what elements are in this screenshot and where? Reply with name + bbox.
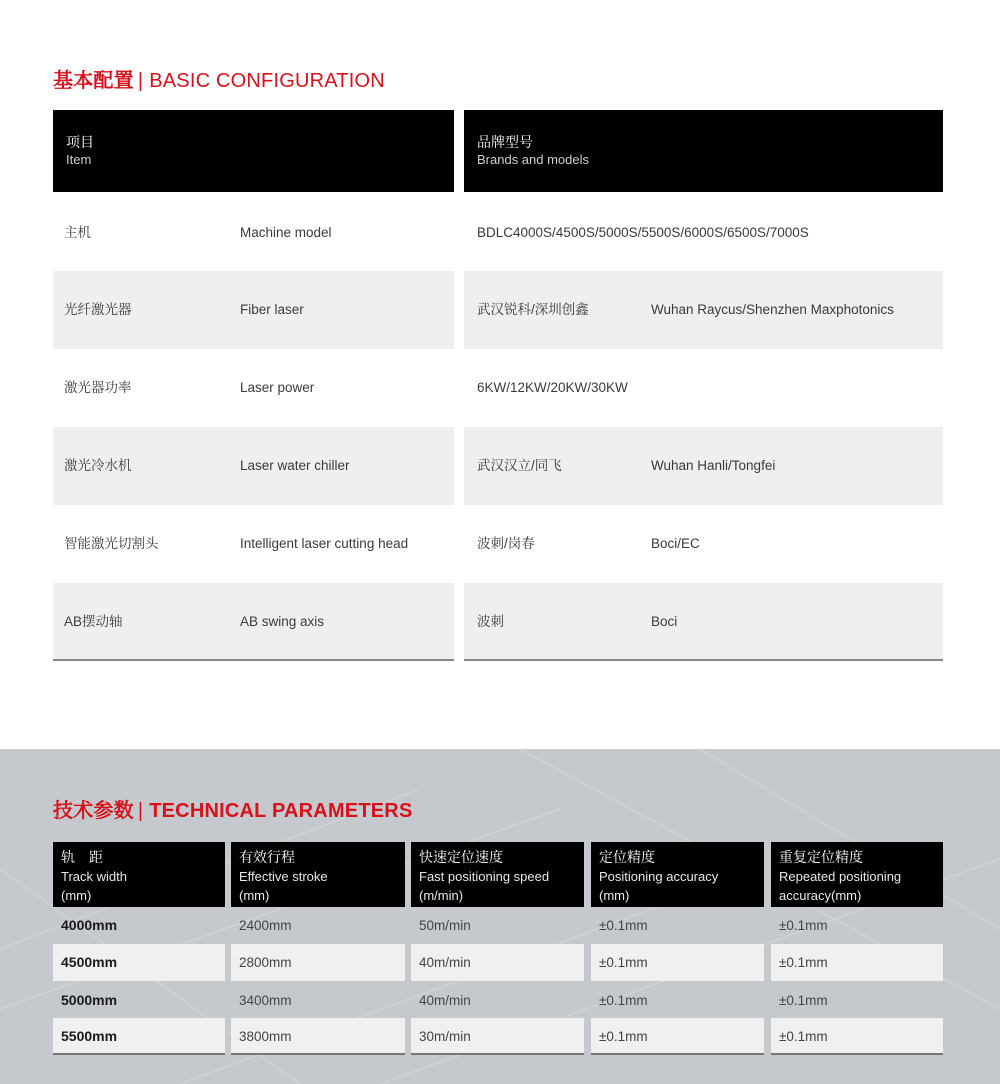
repeat-accuracy-cell: ±0.1mm [771,944,943,981]
repeat-accuracy-cell: ±0.1mm [771,1018,943,1055]
tech-title-zh: 技术参数 [53,800,134,822]
tech-header-effective-stroke [231,842,405,907]
tech-title-en: TECHNICAL PARAMETERS [149,800,413,822]
tech-title-separator: | [137,800,144,822]
header-item-en: Item [66,152,92,167]
table-row [53,349,943,427]
header-en: Track width [61,869,127,884]
tech-params-title [53,794,413,823]
item-en: Laser power [240,380,315,395]
accuracy-cell: ±0.1mm [599,918,648,933]
header-unit: (m/min) [419,888,464,903]
basic-title-separator: | [137,70,144,92]
table-row [53,583,943,661]
item-en: Machine model [240,225,332,240]
brand-en: Wuhan Hanli/Tongfei [651,458,776,473]
item-zh: AB摆动轴 [64,614,123,629]
table-row [53,427,943,505]
header-unit: (mm) [239,888,270,903]
header-zh: 定位精度 [599,849,655,865]
item-en: AB swing axis [240,614,325,629]
row-cell-right [464,505,943,583]
brand-zh: BDLC4000S/4500S/5000S/5500S/6000S/6500S/7000S [477,225,809,240]
repeat-accuracy-cell: ±0.1mm [779,993,828,1008]
track-width-cell: 4000mm [61,917,118,933]
header-en: Positioning accuracy [599,869,719,884]
accuracy-cell: ±0.1mm [591,1018,764,1055]
brand-en: Boci/EC [651,536,700,551]
brand-zh: 波刺 [477,614,504,629]
speed-cell: 40m/min [411,944,584,981]
basic-title-en: BASIC CONFIGURATION [149,70,385,92]
table-row [53,194,943,272]
tech-header-positioning-accuracy [591,842,764,907]
header-en: Fast positioning speed [419,869,550,884]
header-brand-en: Brands and models [477,152,590,167]
row-cell-right [464,583,943,661]
tech-header-repeated-accuracy [771,842,943,907]
item-en: Intelligent laser cutting head [240,536,409,551]
brand-zh: 波刺/岗春 [477,536,535,551]
track-width-cell: 5500mm [53,1018,225,1055]
header-unit: (mm) [599,888,630,903]
basic-header-item [53,110,454,192]
brand-en: Wuhan Raycus/Shenzhen Maxphotonics [651,302,894,317]
header-en: Repeated positioning [779,869,902,884]
speed-cell: 50m/min [419,918,471,933]
header-en: Effective stroke [239,869,328,884]
speed-cell: 40m/min [419,993,471,1008]
stroke-cell: 3800mm [231,1018,405,1055]
tech-header-track-width [53,842,225,907]
speed-cell: 30m/min [411,1018,584,1055]
brand-zh: 武汉汉立/同飞 [477,458,562,473]
item-en: Fiber laser [240,302,304,317]
header-zh: 轨 距 [61,849,103,865]
accuracy-cell: ±0.1mm [591,944,764,981]
header-unit: (mm) [61,888,92,903]
item-zh: 光纤激光器 [64,302,132,317]
accuracy-cell: ±0.1mm [599,993,648,1008]
item-zh: 激光冷水机 [64,458,132,473]
table-row [53,505,943,583]
item-zh: 激光器功率 [64,380,132,395]
basic-config-title [53,64,385,93]
repeat-accuracy-cell: ±0.1mm [779,918,828,933]
basic-header-brand [464,110,943,192]
header-unit: accuracy(mm) [779,888,862,903]
stroke-cell: 2800mm [231,944,405,981]
header-brand-zh: 品牌型号 [477,134,533,150]
brand-zh: 武汉锐科/深圳创鑫 [477,302,589,317]
basic-title-zh: 基本配置 [53,70,134,92]
item-zh: 智能激光切割头 [64,536,159,551]
brand-en: Boci [651,614,678,629]
track-width-cell: 5000mm [61,992,118,1008]
header-zh: 有效行程 [239,849,295,865]
item-en: Laser water chiller [240,458,350,473]
tech-header-positioning-speed [411,842,584,907]
header-zh: 重复定位精度 [779,849,863,865]
track-width-cell: 4500mm [53,944,225,981]
table-row [53,271,943,349]
brand-zh: 6KW/12KW/20KW/30KW [477,380,628,395]
stroke-cell: 3400mm [239,993,292,1008]
item-zh: 主机 [64,225,91,240]
stroke-cell: 2400mm [239,918,292,933]
header-zh: 快速定位速度 [419,849,503,865]
header-item-zh: 项目 [66,134,94,150]
